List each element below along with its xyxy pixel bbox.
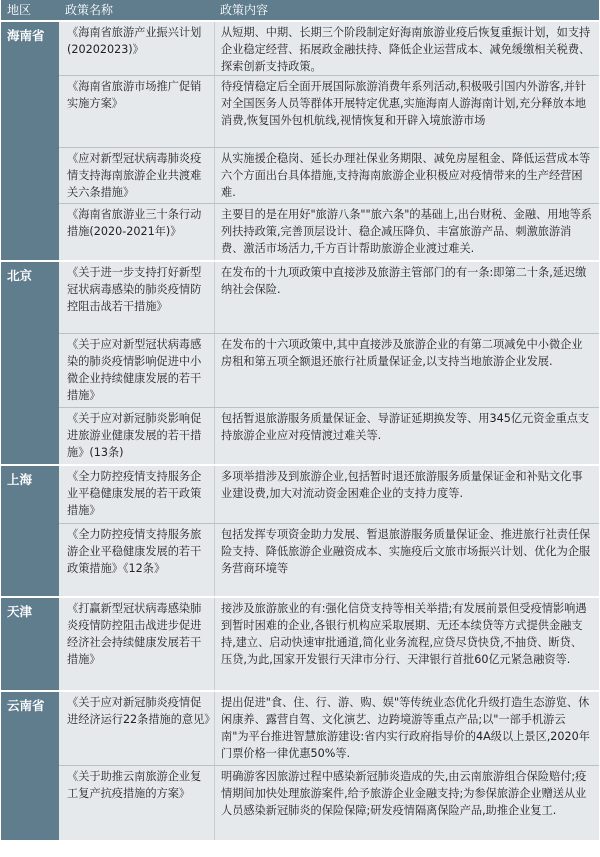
table-header <box>1 0 599 20</box>
policy-name: 《打赢新型冠状病毒感染肺炎疫情防控阻击战进步促进经济社会持续健康发展若干措施》 <box>67 602 202 666</box>
policy-content: 明确游客因旅游过程中感染新冠肺炎造成的失,由云南旅游组合保险赔付;疫情期间加快处理旅游案件,给予旅游企业金融支持;为参保旅游企业赠送从业人员感染新冠肺炎的保险保障;研发疫情隔离保险产品,助推企业复工. <box>214 766 599 840</box>
table-row <box>59 204 599 260</box>
policy-content: 从短期、中期、长期三个阶段制定好海南旅游业疫后恢复重振计划，如支持企业稳定经营、拓展政金融扶持、降低企业运营成本、减免缓缴相关税费、探索创新支持政策。 <box>214 22 599 75</box>
policy-content: 主要目的是在用好"旅游八条""旅六条"的基础上,出台财税、金融、用地等系列扶持政策,完善顶层设计、稳企减压降负、丰富旅游产品、刺激旅游消费、激活市场活力,千方百计帮助旅游企业渡过难关. <box>214 204 599 260</box>
policy-name: 《关于进一步支持打好新型冠状病毒感染的肺炎疫情防控阻击战若干措施》 <box>67 266 202 313</box>
table-row <box>59 466 599 524</box>
policy-content: 包括发挥专项资金助力发展、暂退旅游服务质量保证金、推进旅行社责任保险支持、降低旅游企业融资成本、实施疫后文旅市场振兴计划、优化为企服务营商环境等 <box>214 524 599 596</box>
region-label: 海南省 <box>1 22 59 260</box>
policy-content: 包括暂退旅游服务质量保证金、导游证延期换发等、用345亿元资金重点支持旅游企业应对疫情渡过难关等. <box>214 408 599 464</box>
region-label: 北京 <box>1 262 59 464</box>
table-row <box>59 262 599 334</box>
policy-content: 提出促进"食、住、行、游、购、娱"等传统业态优化升级打造生态游览、休闲康养、露营自驾、文化演艺、边跨境游等重点产品;以"一部手机游云南"为平台推进智慧旅游建设:省内实行政府指导价的4A级以上景区,2020年门票价格一律优惠50%等. <box>214 692 599 765</box>
header-policy-name: 政策名称 <box>65 3 114 17</box>
policy-content: 多项举措涉及到旅游企业,包括暂时退还旅游服务质量保证金和补贴文化事业建设费,加大对流动资金困难企业的支持力度等. <box>214 466 599 523</box>
table-row <box>59 334 599 408</box>
policy-name: 《全力防控疫情支持服务企业平稳健康发展的若干政策措施》 <box>67 470 202 517</box>
region-hainan <box>1 20 599 260</box>
policy-name: 《海南省旅游市场推广促销实施方案》 <box>67 80 202 110</box>
table-row <box>59 22 599 76</box>
table-row <box>59 692 599 766</box>
table-row <box>59 524 599 596</box>
policy-content: 待疫情稳定后全面开展国际旅游消费年系列活动,积极吸引国内外游客,并针对全国医务人员等群体开展特定优惠,实施海南人游海南计划,充分释放本地消费,恢复国外包机航线,视情恢复和开辟入境旅游市场 <box>214 76 599 147</box>
policy-content: 接涉及旅游旅业的有:强化信贷支持等相关举措;有发展前景但受疫情影响遇到暂时困难的企业,各银行机构应采取展期、无还本续贷等方式提供金融支持,建立、启动快速审批通道,简化业务流程,应贷尽贷快贷,不抽贷、断贷、压贷,为此,国家开发银行天津市分行、天津银行首批60亿元紧急融资等. <box>214 598 599 690</box>
policy-name: 《关于应对新型冠状病毒感染的肺炎疫情影响促进中小微企业持续健康发展的若干措施》 <box>67 338 202 402</box>
policy-name: 《应对新型冠状病毒肺炎疫情支持海南旅游企业共渡难关六条措施》 <box>67 152 202 199</box>
region-label: 上海 <box>1 466 59 596</box>
header-region: 地区 <box>7 3 32 17</box>
policy-name: 《关于助推云南旅游企业复工复产抗疫措施的方案》 <box>67 770 202 800</box>
header-policy-content: 政策内容 <box>220 3 269 17</box>
policy-name: 《海南省旅游业三十条行动措施(2020-2021年)》 <box>67 208 202 238</box>
table-row <box>59 766 599 840</box>
region-label: 天津 <box>1 598 59 690</box>
table-row <box>59 408 599 464</box>
policy-name: 《海南省旅游产业振兴计划(20202023)》 <box>67 26 202 56</box>
region-yunnan <box>1 690 599 840</box>
table-row <box>59 598 599 690</box>
region-shanghai <box>1 464 599 596</box>
policy-name: 《关于应对新冠肺炎疫情促进经济运行22条措施的意见》 <box>67 696 216 726</box>
region-tianjin <box>1 596 599 690</box>
table-row <box>59 76 599 148</box>
region-label: 云南省 <box>1 692 59 840</box>
policy-name: 《关于应对新冠肺炎影响促进旅游业健康发展的若干措施》(13条) <box>67 412 202 459</box>
policy-content: 从实施援企稳岗、延长办理社保业务期限、减免房屋租金、降低运营成本等六个方面出台具体措施,支持海南旅游企业积极应对疫情带来的生产经营困难. <box>214 148 599 203</box>
table-row <box>59 148 599 204</box>
policy-content: 在发布的十九项政策中直接涉及旅游主管部门的有一条:即第二十条,延迟缴纳社会保险. <box>214 262 599 333</box>
policy-name: 《全力防控疫情支持服务旅游企业平稳健康发展的若干政策措施》《12条》 <box>67 528 202 575</box>
policy-content: 在发布的十六项政策中,其中直接涉及旅游企业的有第二项减免中小微企业房租和第五项全额退还旅行社质量保证金,以支持当地旅游企业发展. <box>214 334 599 407</box>
policy-table <box>1 0 599 840</box>
region-beijing <box>1 260 599 464</box>
